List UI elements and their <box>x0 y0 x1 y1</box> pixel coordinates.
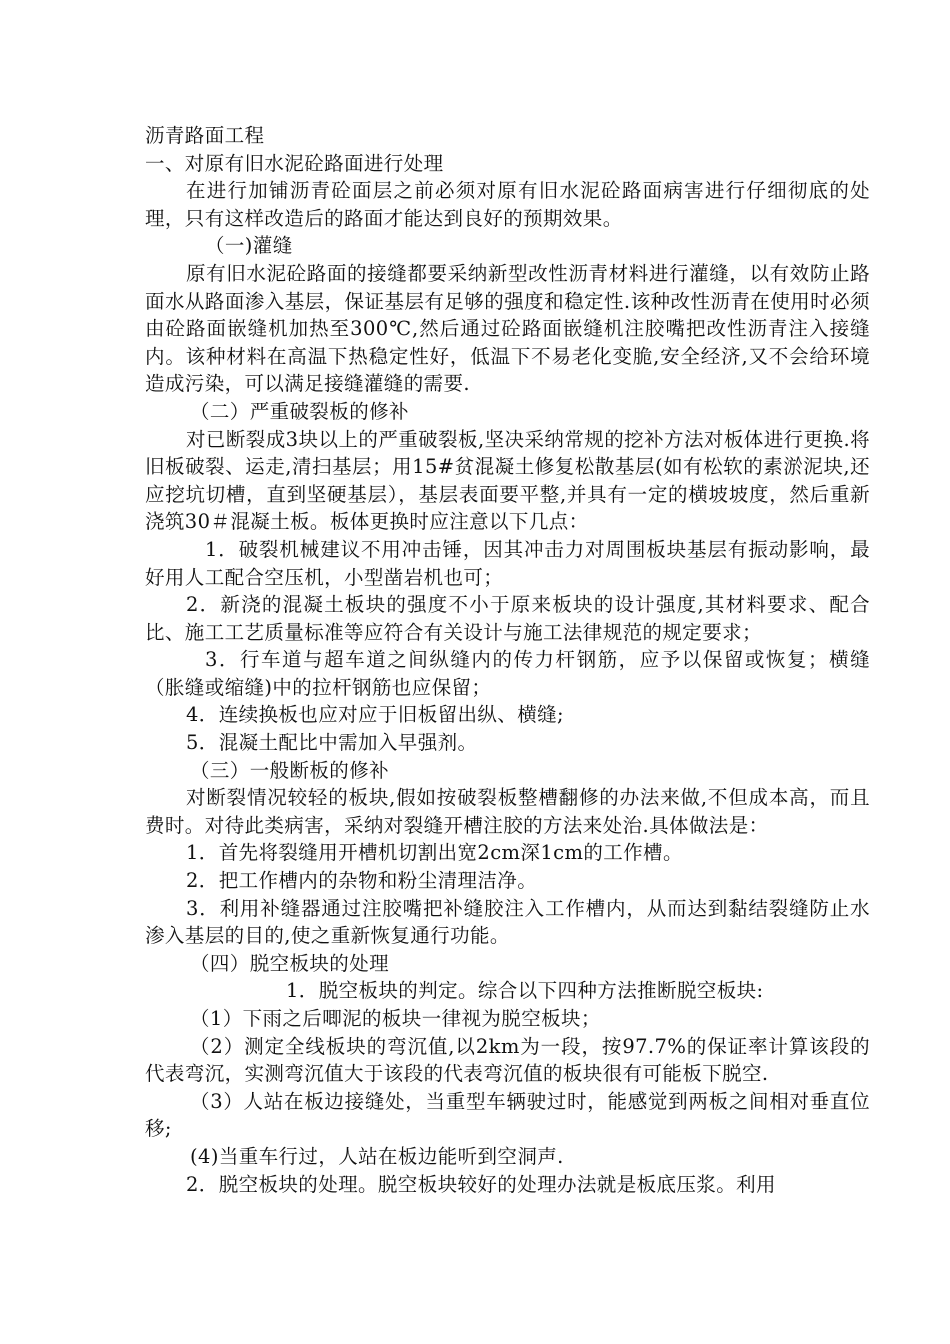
paragraph: 2．新浇的混凝土板块的强度不小于原来板块的设计强度,其材料要求、配合比、施工工艺质量标准等应符合有关设计与施工法律规范的规定要求； <box>145 593 870 644</box>
paragraph: 在进行加铺沥青砼面层之前必须对原有旧水泥砼路面病害进行仔细彻底的处理，只有这样改造后的路面才能达到良好的预期效果。 <box>145 179 870 230</box>
paragraph: 对已断裂成3块以上的严重破裂板,坚决采纳常规的挖补方法对板体进行更换.将旧板破裂、运走,清扫基层；用15#贫混凝土修复松散基层(如有松软的素淤泥块,还应挖坑切槽，直到坚硬基层），基层表面要平整,并具有一定的横坡坡度，然后重新浇筑30＃混凝土板。板体更换时应注意以下几点： <box>145 427 870 534</box>
paragraph: 一、对原有旧水泥砼路面进行处理 <box>145 151 444 175</box>
paragraph: （二）严重破裂板的修补 <box>190 399 409 423</box>
paragraph: 1．首先将裂缝用开槽机切割出宽2cm深1cm的工作槽。 <box>186 841 683 865</box>
paragraph: (4)当重车行过，人站在板边能听到空洞声. <box>190 1144 564 1168</box>
paragraph: 4．连续换板也应对应于旧板留出纵、横缝; <box>186 703 564 727</box>
document-page <box>145 122 870 1198</box>
paragraph: 2．脱空板块的处理。脱空板块较好的处理办法就是板底压浆。利用 <box>186 1172 776 1196</box>
paragraph: 5．混凝土配比中需加入早强剂。 <box>186 731 478 755</box>
paragraph: （三）一般断板的修补 <box>190 758 390 782</box>
paragraph: 3．行车道与超车道之间纵缝内的传力杆钢筋，应予以保留或恢复；横缝（胀缝或缩缝)中的拉杆钢筋也应保留； <box>145 648 870 699</box>
paragraph: 1．脱空板块的判定。综合以下四种方法推断脱空板块: <box>286 979 764 1003</box>
paragraph: 2．把工作槽内的杂物和粉尘清理洁净。 <box>186 869 538 893</box>
paragraph: （四）脱空板块的处理 <box>190 951 390 975</box>
paragraph: （2）测定全线板块的弯沉值,以2km为一段，按97.7%的保证率计算该段的代表弯沉，实测弯沉值大于该段的代表弯沉值的板块很有可能板下脱空. <box>145 1034 870 1086</box>
paragraph: 3．利用补缝器通过注胶嘴把补缝胶注入工作槽内，从而达到黏结裂缝防止水渗入基层的目的,使之重新恢复通行功能。 <box>145 896 870 948</box>
paragraph: 对断裂情况较轻的板块,假如按破裂板整槽翻修的办法来做,不但成本高，而且费时。对待此类病害，采纳对裂缝开槽注胶的方法来处治.具体做法是： <box>145 786 870 837</box>
paragraph: （一)灌缝 <box>205 234 293 258</box>
paragraph: （1）下雨之后唧泥的板块一律视为脱空板块； <box>190 1007 601 1030</box>
paragraph: （3）人站在板边接缝处，当重型车辆驶过时，能感觉到两板之间相对垂直位移; <box>145 1089 870 1141</box>
paragraph: 原有旧水泥砼路面的接缝都要采纳新型改性沥青材料进行灌缝，以有效防止路面水从路面渗入基层，保证基层有足够的强度和稳定性.该种改性沥青在使用时必须由砼路面嵌缝机加热至300℃,然后通过砼路面嵌缝机注胶嘴把改性沥青注入接缝内。该种材料在高温下热稳定性好，低温下不易老化变脆,安全经济,又不会给环境造成污染，可以满足接缝灌缝的需要. <box>145 261 870 396</box>
document-title: 沥青路面工程 <box>145 124 265 147</box>
paragraph: 1．破裂机械建议不用冲击锤，因其冲击力对周围板块基层有振动影响，最好用人工配合空压机，小型凿岩机也可； <box>145 537 870 589</box>
